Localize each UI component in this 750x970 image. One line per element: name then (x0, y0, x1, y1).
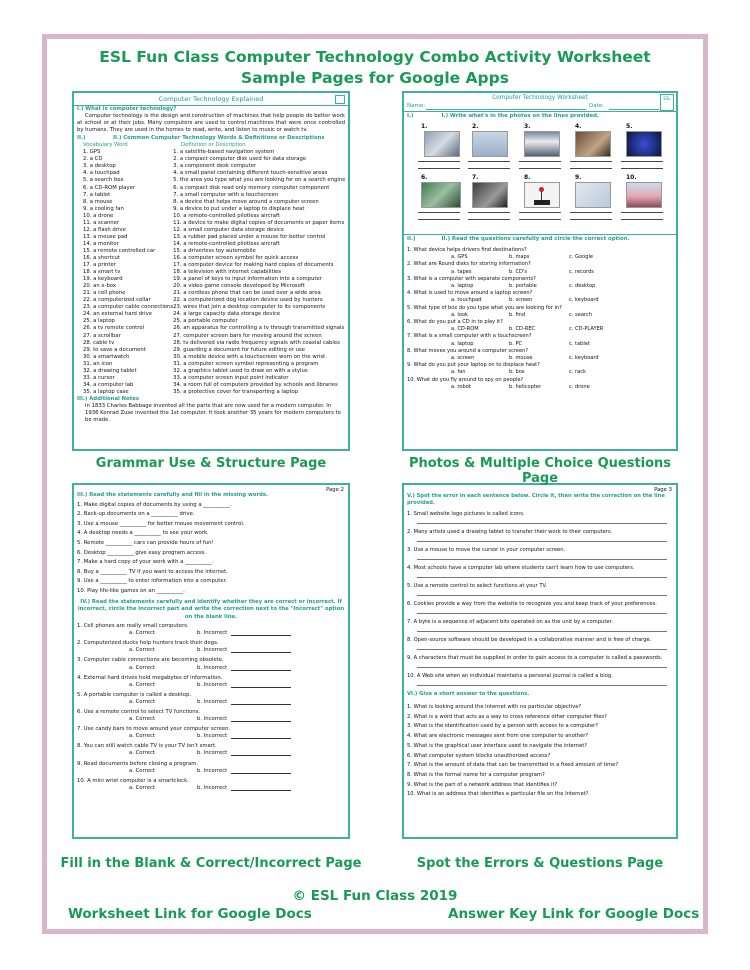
option-a: a. screen (451, 355, 475, 362)
definition-item: 31. a computer screen symbol representing a program (173, 360, 319, 367)
vocab-word: 5. a search box (83, 177, 124, 184)
definition-item: 18. a television with internet capabilities (173, 269, 282, 276)
correct-option: a. Correct (129, 647, 155, 654)
correct-option: a. Correct (129, 698, 155, 705)
correct-option: a. Correct (129, 630, 155, 637)
sample-page-fill-blank (72, 483, 350, 839)
answer-line (417, 626, 667, 632)
p2-section-1-title: I.) Write what's in the photos on the lines provided. (441, 113, 600, 119)
fill-blank-item: 4. A desktop needs a __________ to see your work. (77, 530, 209, 537)
answer-options (407, 312, 673, 319)
statement-text: 2. Computerized ducks help hunters track their dogs. (77, 640, 219, 647)
question-text: 3. What is a computer with separate components? (407, 275, 536, 282)
option-a: a. CD-ROM (451, 326, 479, 333)
option-b: b. CD-REC (509, 326, 536, 333)
definition-item: 34. a room full of computers provided by schools and libraries (173, 381, 338, 388)
answer-line (231, 630, 291, 636)
error-sentence: 2. Many artists used a drawing tablet to transfer their work to their computers. (407, 529, 613, 535)
definition-item: 32. a graphics tablet used to draw on with a stylus (173, 367, 308, 374)
short-question: 5. What is the graphical user interface used to navigate the internet? (407, 742, 588, 749)
vocab-word: 28. cable tv (83, 339, 115, 346)
answer-options (407, 384, 673, 391)
vocab-word: 23. a computer cable connections (83, 304, 174, 311)
caption-spot-errors: Spot the Errors & Questions Page (416, 856, 664, 871)
answer-options (407, 355, 673, 362)
error-sentence: 5. Use a remote control to select functions at your TV. (407, 583, 548, 589)
caption-fill-blank: Fill in the Blank & Correct/Incorrect Page (60, 856, 362, 871)
question-text: 7. What is a small computer with a touchscreen? (407, 333, 532, 340)
definition-item: 30. a mobile device with a touchscreen worn on the wrist (173, 353, 326, 360)
short-question: 9. What is the part of a network address that identifies it? (407, 781, 558, 788)
option-b: b. screen (509, 297, 533, 304)
option-c: c. Google (569, 254, 594, 261)
correct-incorrect-options (77, 750, 345, 757)
option-b: b. helicopter (509, 383, 542, 390)
date-line (609, 109, 659, 110)
answer-options (407, 341, 673, 348)
definition-item: 28. tv delivered via radio frequency signals with coaxial cables (173, 339, 340, 346)
option-b: b. find (509, 311, 526, 318)
vocab-word: 22. a computerized collar (83, 297, 151, 304)
answer-line (417, 518, 667, 524)
option-c: c. records (569, 268, 594, 275)
definition-item: 27. computer screen bars for moving around the screen (173, 332, 322, 339)
incorrect-option: b. Incorrect (197, 647, 228, 654)
option-a: a. laptop (451, 283, 474, 290)
definition-item: 25. a portable computer (173, 318, 238, 325)
definition-item: 14. a remote-controlled pilotless aircraft (173, 240, 280, 247)
vocab-word: 34. a computer lab (83, 381, 134, 388)
error-sentence: 1. Small website logo pictures is called icons. (407, 511, 525, 517)
p4-section-5-title: V.) Spot the error in each sentence below. Circle it, then write the correction on the line provided. (407, 493, 665, 506)
answer-line (231, 716, 291, 722)
option-a: a. GPS (451, 254, 468, 261)
definition-list (173, 149, 345, 396)
photo-number: 2. (472, 123, 479, 130)
question-text: 2. What are Round disks for storing information? (407, 261, 531, 268)
p2-title: Computer Technology Worksheet (492, 95, 588, 101)
option-b: b. box (509, 369, 525, 376)
p1-title: Computer Technology Explained (74, 93, 348, 106)
correct-incorrect-options (77, 733, 345, 740)
fill-blank-item: 3. Use a mouse __________ for better mouse movement control. (77, 520, 245, 527)
option-c: c. CD-PLAYER (569, 326, 604, 333)
definition-item: 19. a panel of keys to input information into a computer (173, 276, 322, 283)
short-question: 4. What are electronic messages sent from one computer to another? (407, 733, 589, 740)
option-c: c. rack (569, 369, 587, 376)
answer-line (231, 699, 291, 705)
photo-circuit-board (421, 182, 461, 208)
definition-item: 8. a device that helps move around a computer screen (173, 198, 319, 205)
photo-number: 5. (626, 123, 633, 130)
option-a: a. tapes (451, 268, 472, 275)
short-question: 7. What is the amount of data that can be transmitted in a fixed amount of time? (407, 762, 619, 769)
incorrect-option: b. Incorrect (197, 681, 228, 688)
correct-incorrect-options (77, 785, 345, 792)
answer-options (407, 269, 673, 276)
incorrect-option: b. Incorrect (197, 733, 228, 740)
fill-blank-list (77, 501, 345, 597)
definition-item: 23. wires that join a desktop computer to its components (173, 304, 326, 311)
sample-page-photos: Computer Technology Worksheet ESL Name: Date: I.) I.) Write what's in the photos on the lines provided. 1. 2. 3. 4. 5. 6. 7. 8. 9. 10. II.) II.) Read the questions carefully and circle the correct option. 1. What device helps drivers find destinations? a. GPS b. maps c. Google 2. What are Round disks for storing information? a. tapes b. CD's c. records 3. What is a computer with separate components? a. laptop b. portable c. desktop 4. What is used to move around a laptop screen? a. touchpad b. screen c. keyboard 5. What type of box do you type what you are looking for in? a. look b. find c. search 6. What do you put a CD in to play it? a. CD-ROM b. CD-REC c. CD-PLAYER 7. What is a small computer with a touchscreen? a. laptop b. PC c. tablet 8. What moves you around a computer screen? a. screen b. mouse c. keyboard 9. What do you put your laptop on to displace heat? a. fan b. box c. rack 10. What do you fly around to spy on people? a. robot b. helicopter c. drone (402, 91, 678, 451)
vocab-word: 26. a tv remote control (83, 325, 145, 332)
fill-blank-item: 8. Buy a __________ TV if you want to access the internet. (77, 568, 228, 575)
correct-incorrect-options (77, 768, 345, 775)
statement-text: 7. Use candy bars to move around your computer screen. (77, 726, 231, 733)
error-sentence: 7. A byte is a sequence of adjacent bits operated on as the unit by a computer. (407, 619, 613, 625)
definition-item: 1. a satellite-based navigation system (173, 149, 275, 156)
answer-options (407, 297, 673, 304)
answer-options (407, 254, 673, 261)
worksheet-link[interactable]: Worksheet Link for Google Docs (68, 906, 312, 922)
answer-options (407, 283, 673, 290)
vocab-word: 24. an external hard drive (83, 311, 153, 318)
correct-option: a. Correct (129, 716, 155, 723)
error-sentence: 10. A Web site when an individual maintains a personal journal is called a blog. (407, 673, 613, 679)
vocab-word: 32. a drawing tablet (83, 367, 137, 374)
vocab-word: 12. a flash drive (83, 226, 126, 233)
p1-section-1-title: I.) What is computer technology? (77, 106, 177, 112)
vocab-word: 14. a monitor (83, 240, 119, 247)
name-line (426, 109, 586, 110)
definition-item: 13. a rubber pad placed under a mouse for better control (173, 233, 326, 240)
error-sentence: 3. Use a mouse to move the cursor in your computer screen. (407, 547, 566, 553)
vocab-word: 16. a shortcut (83, 254, 120, 261)
vocab-word: 25. a laptop (83, 318, 115, 325)
option-c: c. keyboard (569, 297, 599, 304)
photo-joystick (524, 182, 560, 208)
header-title: ESL Fun Class Computer Technology Combo Activity Worksheet (99, 48, 651, 66)
option-c: c. search (569, 311, 592, 318)
fill-blank-item: 6. Desktop __________ give easy program access. (77, 549, 207, 556)
definition-item: 15. a driverless toy automobile (173, 247, 256, 254)
photo-computer-room (524, 131, 560, 157)
definition-item: 5. the area you type what you are looking for on a search engine (173, 177, 346, 184)
error-sentence: 4. Most schools have a computer lab where students can't learn how to use computers. (407, 565, 635, 571)
answer-line (231, 682, 291, 688)
correct-option: a. Correct (129, 733, 155, 740)
answer-line (417, 572, 667, 578)
copyright: © ESL Fun Class 2019 (292, 888, 458, 904)
definition-item: 17. a computer device for making hard copies of documents (173, 262, 334, 269)
vocab-word: 35. a laptop case (83, 388, 129, 395)
statement-text: 8. You can still watch cable TV is your TV isn't smart. (77, 743, 217, 750)
statement-text: 5. A portable computer is called a desktop. (77, 691, 192, 698)
vocab-word: 19. a keyboard (83, 276, 123, 283)
vocab-word: 31. an icon (83, 360, 113, 367)
incorrect-option: b. Incorrect (197, 716, 228, 723)
correct-incorrect-list (77, 623, 345, 792)
answer-line (417, 536, 667, 542)
incorrect-option: b. Incorrect (197, 630, 228, 637)
vocab-word-list (77, 149, 173, 396)
page-number: Page 3 (654, 487, 672, 493)
answer-line (417, 662, 667, 668)
photo-number: 7. (472, 174, 479, 181)
p3-section-4-title: IV.) Read the statements carefully and identify whether they are correct or incorrect. If incorrect, circle the incorrect part and write the correction next to the "Incorrect" option on the blank line. (77, 598, 345, 620)
p1-section-3-title: III.) Additional Notes (77, 395, 140, 402)
vocab-word: 30. a smartwatch (83, 353, 130, 360)
correct-incorrect-options (77, 716, 345, 723)
definition-col-header: Definition or Description (181, 142, 246, 149)
definition-item: 24. a large capacity data storage device (173, 311, 281, 318)
vocab-word: 15. a remote controlled car (83, 247, 156, 254)
photo-number: 1. (421, 123, 428, 130)
vocab-word: 20. an x-box (83, 283, 117, 290)
answer-options (407, 369, 673, 376)
option-c: c. drone (569, 383, 590, 390)
photo-number: 10. (626, 174, 637, 181)
question-text: 10. What do you fly around to spy on people? (407, 376, 524, 383)
photo-monitor (626, 131, 662, 157)
photo-laptop-case (472, 131, 508, 157)
question-text: 9. What do you put your laptop on to displace heat? (407, 362, 540, 369)
vocab-word: 2. a CD (83, 156, 103, 163)
question-text: 5. What type of box do you type what you are looking for in? (407, 304, 562, 311)
answer-line (231, 665, 291, 671)
definition-item: 22. a computerized dog location device used by hunters (173, 297, 323, 304)
answer-line (231, 647, 291, 653)
p1-section-2-title: II.) Common Computer Technology Words & Definitions or Descriptions (113, 135, 325, 142)
error-sentence: 9. A characters that must be supplied in order to gain access to a computer is called a passwords. (407, 655, 663, 661)
error-sentence: 6. Cookies provide a way from the website to recognize you and keep track of your preferences. (407, 601, 657, 607)
vocab-word: 4. a touchpad (83, 170, 120, 177)
short-question: 6. What computer system blocks unauthorized access? (407, 752, 551, 759)
question-text: 8. What moves you around a computer screen? (407, 347, 529, 354)
definition-item: 2. a compact computer disk used for data storage (173, 156, 307, 163)
option-a: a. robot (451, 383, 471, 390)
option-b: b. maps (509, 254, 530, 261)
vocab-word: 11. a scanner (83, 219, 120, 226)
photo-number: 9. (575, 174, 582, 181)
photo-number: 4. (575, 123, 582, 130)
short-question: 2. What is a word that acts as a way to cross reference other computer files? (407, 713, 607, 720)
name-label: Name: (407, 103, 426, 109)
fill-blank-item: 5. Remote __________ cars can provide hours of fun! (77, 539, 214, 546)
answer-line (417, 554, 667, 560)
vocab-word: 1. GPS (83, 149, 101, 156)
logo-icon: ESL (660, 94, 674, 111)
incorrect-option: b. Incorrect (197, 784, 228, 791)
correct-option: a. Correct (129, 767, 155, 774)
option-c: c. tablet (569, 340, 590, 347)
answer-key-link[interactable]: Answer Key Link for Google Docs (448, 906, 700, 922)
answer-line (417, 680, 667, 686)
incorrect-option: b. Incorrect (197, 767, 228, 774)
photo-icons (575, 182, 611, 208)
definition-item: 3. a component desk computer (173, 163, 257, 170)
photo-laptop-user (626, 182, 662, 208)
definition-item: 29. guarding a document for future editing or use (173, 346, 306, 353)
answer-line (417, 608, 667, 614)
question-text: 6. What do you put a CD in to play it? (407, 319, 503, 326)
page-number: Page 2 (326, 487, 344, 493)
photo-number: 6. (421, 174, 428, 181)
statement-text: 10. A mini wrist computer is a smartclock. (77, 777, 189, 784)
statement-text: 6. Use a remote control to select TV functions. (77, 708, 201, 715)
fill-blank-item: 9. Use a __________ to enter information into a computer. (77, 578, 227, 585)
header-subtitle: Sample Pages for Google Apps (241, 69, 509, 87)
definition-item: 20. a video game console developed by Microsoft (173, 283, 305, 290)
option-a: a. look (451, 311, 468, 318)
p1-section-1-text: Computer technology is the design and construction of machines that help people do better work at school or at their jobs. Many computers are used to control machines that were once controlled by humans. They are used in the homes to read, write, and listen to music or watch tv. (77, 113, 345, 134)
correct-incorrect-options (77, 665, 345, 672)
option-b: b. CD's (509, 268, 528, 275)
p3-section-3-title: III.) Read the statements carefully and fill in the missing words. (77, 492, 269, 498)
short-question: 1. What is looking around the internet with no particular objective? (407, 704, 582, 710)
sample-page-spot-errors (402, 483, 678, 839)
vocab-word: 27. a scrollbar (83, 332, 121, 339)
vocab-word: 21. a cell phone (83, 290, 126, 297)
statement-text: 1. Cell phones are really small computers. (77, 623, 189, 630)
vocab-word: 9. a cooling fan (83, 205, 124, 212)
option-a: a. touchpad (451, 297, 482, 304)
vocab-word: 17. a printer (83, 262, 116, 269)
logo-icon (335, 95, 345, 104)
correct-incorrect-options (77, 699, 345, 706)
sample-page-grammar: Computer Technology Explained I.) What is computer technology? Computer technology is the design and construction of machines that help people do better work at school or at their jobs. Many computers are used to control machines that were once controlled by humans. They are used in the homes to read, write, and listen to music or watch tv. II.) II.) Common Computer Technology Words & Definitions or Descriptions Vocabulary Word Definition or Description 1. GPS 2. a CD 3. a desktop 4. a touchpad 5. a search box 6. a CD-ROM player 7. a tablet 8. a mouse 9. a cooling fan 10. a drone 11. a scanner 12. a flash drive 13. a mouse pad 14. a monitor 15. a remote controlled car 16. a shortcut 17. a printer 18. a smart tv 19. a keyboard 20. an x-box 21. a cell phone 22. a computerized collar 23. a computer cable connections 24. an external hard drive 25. a laptop 26. a tv remote control 27. a scrollbar 28. cable tv 29. to save a document 30. a smartwatch 31. an icon 32. a drawing tablet 33. a cursor 34. a computer lab 35. a laptop case 1. a satellite-based navigation system 2. a compact computer disk used for data storage 3. a component desk computer 4. a small panel containing different touch-sensitive areas 5. the area you type what you are looking for on a search engine 6. a compact disk read only memory computer component 7. a small computer with a touchscreen 8. a device that helps move around a computer screen 9. a device to put under a laptop to displace heat 10. a remote-controlled pilotless aircraft 11. a device to make digital copies of documents or paper items 12. a small computer data storage device 13. a rubber pad placed under a mouse for better control 14. a remote-controlled pilotless aircraft 15. a driverless toy automobile 16. a computer screen symbol for quick access 17. a computer device for making hard copies of documents 18. a television with internet capabilities 19. a panel of keys to input information into a computer 20. a video game console developed by Microsoft 21. a cordless phone that can be used over a wide area 22. a computerized dog location device used by hunters 23. wires that join a desktop computer to its components 24. a large capacity data storage device 25. a portable computer 26. an apparatus for controlling a tv through transmitted signals 27. computer screen bars for moving around the screen 28. tv delivered via radio frequency signals with coaxial cables 29. guarding a document for future editing or use 30. a mobile device with a touchscreen worn on the wrist 31. a computer screen symbol representing a program 32. a graphics tablet used to draw on with a stylus 33. a computer screen input point indicator 34. a room full of computers provided by schools and libraries 35. a protective cover for transporting a laptop III.) Additional Notes In 1833 Charles Babbage invented all the parts that are now used for a modern computer. In 1936 Konrad Zuse invented the 1st computer. It took another 35 years for modern computers to be made. (72, 91, 350, 451)
short-question: 3. What is the identification used by a person with access to a computer? (407, 723, 599, 730)
incorrect-option: b. Incorrect (197, 664, 228, 671)
incorrect-option: b. Incorrect (197, 750, 228, 757)
p2-section-2-title: II.) Read the questions carefully and circle the correct option. (441, 236, 630, 242)
definition-item: 6. a compact disk read only memory computer component (173, 184, 330, 191)
definition-item: 26. an apparatus for controlling a tv through transmitted signals (173, 325, 345, 332)
fill-blank-item: 1. Make digital copies of documents by using a __________. (77, 501, 232, 508)
answer-line (417, 590, 667, 596)
correct-option: a. Correct (129, 681, 155, 688)
incorrect-option: b. Incorrect (197, 698, 228, 705)
caption-photos: Photos & Multiple Choice Questions Page (408, 456, 672, 486)
correct-option: a. Correct (129, 664, 155, 671)
definition-item: 33. a computer screen input point indicator (173, 374, 289, 381)
statement-text: 9. Read documents before closing a program. (77, 760, 199, 767)
definition-item: 21. a cordless phone that can be used over a wide area (173, 290, 321, 297)
option-b: b. PC (509, 340, 523, 347)
option-a: a. fan (451, 369, 466, 376)
question-text: 4. What is used to move around a laptop screen? (407, 290, 533, 297)
statement-text: 4. External hard drives hold megabytes of information. (77, 674, 223, 681)
answer-line (231, 768, 291, 774)
vocab-word: 18. a smart tv (83, 269, 121, 276)
answer-options (407, 326, 673, 333)
definition-item: 35. a protective cover for transporting a laptop (173, 388, 299, 395)
answer-line (231, 750, 291, 756)
vocab-word: 10. a drone (83, 212, 114, 219)
correct-incorrect-options (77, 682, 345, 689)
correct-incorrect-options (77, 647, 345, 654)
definition-item: 7. a small computer with a touchscreen (173, 191, 279, 198)
short-answer-list (407, 703, 673, 800)
definition-item: 4. a small panel containing different touch-sensitive areas (173, 170, 328, 177)
p4-section-6-title: VI.) Give a short answer to the questions. (407, 691, 530, 697)
photo-typing (575, 131, 611, 157)
correct-option: a. Correct (129, 750, 155, 757)
photo-hard-drive (472, 182, 508, 208)
answer-line (417, 644, 667, 650)
short-question: 8. What is the formal name for a computer program? (407, 771, 545, 778)
vocab-col-header: Vocabulary Word (83, 142, 128, 149)
fill-blank-item: 2. Back-up documents on a __________ drive. (77, 511, 195, 518)
vocab-word: 29. to save a document (83, 346, 146, 353)
date-label: Date: (589, 103, 604, 109)
short-question: 10. What is an address that identifies a particular file on the Internet? (407, 791, 589, 798)
statement-text: 3. Computer cable connections are becoming obsolete. (77, 657, 224, 664)
option-b: b. mouse (509, 355, 533, 362)
option-b: b. portable (509, 283, 537, 290)
photo-number: 8. (524, 174, 531, 181)
correct-option: a. Correct (129, 784, 155, 791)
photo-number: 3. (524, 123, 531, 130)
vocab-word: 8. a mouse (83, 198, 113, 205)
definition-item: 12. a small computer data storage device (173, 226, 285, 233)
definition-item: 10. a remote-controlled pilotless aircraft (173, 212, 280, 219)
option-c: c. desktop (569, 283, 596, 290)
multiple-choice-list (407, 247, 673, 391)
definition-item: 11. a device to make digital copies of documents or paper items (173, 219, 345, 226)
spot-error-list (407, 511, 673, 686)
answer-line (231, 733, 291, 739)
vocab-word: 13. a mouse pad (83, 233, 128, 240)
vocab-word: 3. a desktop (83, 163, 116, 170)
option-c: c. keyboard (569, 355, 599, 362)
p1-section-3-text: In 1833 Charles Babbage invented all the parts that are now used for a modern computer. In 1936 Konrad Zuse invented the 1st computer. It took another 35 years for modern computers to be made. (85, 402, 341, 424)
vocab-word: 33. a cursor (83, 374, 115, 381)
photo-computer-lab (424, 131, 460, 157)
question-text: 1. What device helps drivers find destinations? (407, 247, 527, 253)
vocab-word: 7. a tablet (83, 191, 111, 198)
caption-grammar: Grammar Use & Structure Page (95, 456, 327, 471)
fill-blank-item: 10. Play life-like games on an __________. (77, 587, 185, 594)
answer-line (231, 785, 291, 791)
fill-blank-item: 7. Make a hard copy of your work with a __________. (77, 559, 214, 566)
error-sentence: 8. Open-source software should be developed in a collaborative manner and is free of charge. (407, 637, 652, 643)
correct-incorrect-options (77, 630, 345, 637)
definition-item: 9. a device to put under a laptop to displace heat (173, 205, 305, 212)
option-a: a. laptop (451, 340, 474, 347)
definition-item: 16. a computer screen symbol for quick access (173, 254, 299, 261)
vocab-word: 6. a CD-ROM player (83, 184, 136, 191)
